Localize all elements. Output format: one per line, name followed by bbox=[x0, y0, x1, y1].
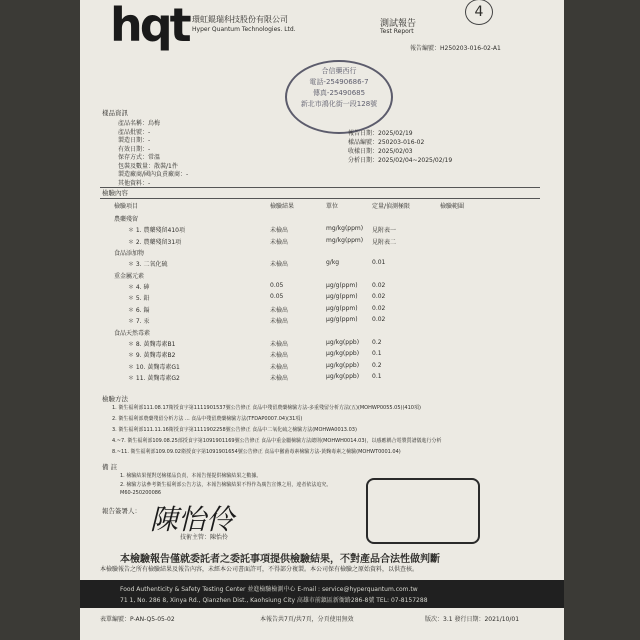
divider bbox=[100, 187, 540, 188]
table-header-cell: 檢驗結果 bbox=[270, 203, 295, 210]
test-result: 0.05 bbox=[270, 281, 284, 289]
test-item-name: ＊ 3. 二氧化硫 bbox=[128, 261, 168, 268]
company-name-zh: 環虹錕瑞科技股份有限公司 bbox=[192, 15, 288, 24]
test-result: 未檢出 bbox=[270, 340, 289, 348]
test-result: 未檢出 bbox=[270, 306, 289, 314]
test-item-name: ＊ 9. 黃麴毒素B2 bbox=[128, 352, 176, 359]
test-result: 未檢出 bbox=[270, 375, 289, 382]
test-unit: μg/g(ppm) bbox=[326, 281, 358, 289]
test-result: 未檢出 bbox=[270, 318, 289, 325]
version-date: 版次：3.1 發行日期：2021/10/01 bbox=[425, 616, 520, 623]
report-number bbox=[410, 43, 501, 52]
page-count: 本報告共7頁/共7頁，分頁使用無效 bbox=[260, 616, 354, 623]
remarks-heading: 備 註 bbox=[102, 463, 118, 471]
signatory-title: 技術主管：陳怡伶 bbox=[180, 534, 229, 541]
table-header-cell: 檢驗項目 bbox=[114, 203, 139, 210]
method-item: 2. 衛生福利部農藥殘留分析方法 ... 食品中殘留農藥檢驗方法(TFDAP0007.04)(31項) bbox=[112, 416, 303, 422]
test-item-name: ＊ 1. 農藥殘留410項 bbox=[128, 227, 185, 234]
test-limit: 0.01 bbox=[372, 259, 386, 266]
methods-heading: 檢驗方法 bbox=[102, 395, 128, 403]
divider bbox=[100, 198, 540, 199]
test-result: 未檢出 bbox=[270, 261, 289, 268]
test-result: 未檢出 bbox=[270, 363, 289, 371]
test-unit: μg/kg(ppb) bbox=[326, 338, 360, 346]
report-title-en: Test Report bbox=[380, 28, 414, 35]
remark-item: 1. 檢驗結果僅對送檢樣品負責，本報告僅提供檢驗結果之數據。 bbox=[120, 473, 262, 479]
stamp-line-3: 傳真-25490685 bbox=[312, 89, 366, 97]
test-limit: 0.1 bbox=[372, 373, 382, 380]
test-unit: mg/kg(ppm) bbox=[326, 225, 364, 232]
sample-date-field: 收樣日期：2025/02/03 bbox=[348, 148, 413, 155]
report-title: 測試報告 bbox=[380, 19, 417, 29]
footer-contact-bar bbox=[80, 580, 564, 608]
stamp-line-1: 合信藥西行 bbox=[321, 67, 357, 75]
test-unit: μg/g(ppm) bbox=[326, 304, 358, 312]
test-limit: 0.02 bbox=[372, 304, 386, 312]
test-group-title: 重金屬元素 bbox=[114, 272, 145, 280]
report-number-value: H250203-016-02-A1 bbox=[440, 45, 501, 52]
test-unit: μg/kg(ppb) bbox=[326, 350, 360, 357]
test-unit: μg/kg(ppb) bbox=[326, 361, 360, 369]
test-result: 未檢出 bbox=[270, 238, 289, 246]
method-item: 3. 衛生福利部111.11.16衛授食字第1111902258號公告修正 食品中二氧化硫之檢驗方法(MOHWA0013.03) bbox=[112, 427, 357, 433]
test-unit: μg/g(ppm) bbox=[326, 293, 358, 300]
sample-field: 其他資料：- bbox=[118, 179, 151, 187]
test-group-title: 農藥殘留 bbox=[114, 216, 139, 223]
table-header-cell: 單位 bbox=[326, 203, 339, 210]
footer-line-2: 71 1, No. 286 8, Xinya Rd., Qianzhen Dist., Kaohsiung City 高雄市前鎮區新衙路286-8號 TEL: 07-8157288 bbox=[120, 597, 428, 604]
test-group-title: 食品添加物 bbox=[114, 250, 145, 257]
tests-heading: 檢驗內容 bbox=[102, 189, 128, 197]
test-limit: 0.02 bbox=[372, 316, 386, 323]
report-page bbox=[80, 0, 564, 640]
sample-field: 包裝及數量：散裝/1件 bbox=[118, 162, 178, 170]
test-limit: 0.2 bbox=[372, 338, 382, 346]
test-unit: g/kg bbox=[326, 259, 340, 266]
sample-field: 產品名稱：烏梅 bbox=[118, 120, 161, 127]
sample-heading: 樣品資訊 bbox=[102, 109, 128, 117]
test-limit: 0.1 bbox=[372, 350, 382, 357]
test-limit: 見附表一 bbox=[372, 227, 397, 234]
test-item-name: ＊ 7. 汞 bbox=[128, 318, 150, 325]
test-item-name: ＊ 5. 鉛 bbox=[128, 295, 150, 302]
test-result: 未檢出 bbox=[270, 227, 289, 234]
method-item: 4.~7. 衛生福利部109.08.25部授食字第1091901169號公告修正 食品中重金屬檢驗方法總則(MOHWH0014.03)，以感應耦合電漿質譜儀進行分析 bbox=[112, 438, 442, 444]
test-item-name: ＊ 2. 農藥殘留31項 bbox=[128, 238, 182, 246]
table-header-cell: 定量/偵測極限 bbox=[372, 203, 411, 210]
sample-field: 保存方式：常溫 bbox=[118, 154, 161, 161]
report-number-label: 報告編號： bbox=[410, 45, 441, 52]
footer-line-1: Food Authenticity & Safety Testing Center 並進檢驗檢測中心 E-mail : service@hyperquantum.com.tw bbox=[120, 586, 418, 593]
notice-title: 本檢驗報告僅就委託者之委託事項提供檢驗結果，不對產品合法性做判斷 bbox=[120, 554, 440, 565]
sample-field: 製造日期：- bbox=[118, 137, 151, 144]
method-item: 8.~11. 衛生福利部109.09.02衛授食字第1091901654號公告修正 食品中黴菌毒素檢驗方法-黃麴毒素之檢驗(MOHWT0001.04) bbox=[112, 449, 401, 455]
test-limit: 見附表二 bbox=[372, 238, 397, 246]
stamp-line-2: 電話-25490686-7 bbox=[309, 78, 369, 86]
sample-date-field: 樣品編號：250203-016-02 bbox=[348, 139, 425, 146]
test-group-title: 食品天然毒素 bbox=[114, 329, 151, 337]
test-result: 未檢出 bbox=[270, 352, 289, 359]
sample-date-field: 報告日期：2025/02/19 bbox=[348, 130, 413, 137]
pharmacy-stamp bbox=[285, 60, 393, 134]
sample-field: 產品批號：- bbox=[118, 128, 151, 136]
test-item-name: ＊ 11. 黃麴毒素G2 bbox=[128, 375, 180, 382]
test-item-name: ＊ 6. 鎘 bbox=[128, 306, 150, 314]
test-limit: 0.2 bbox=[372, 361, 382, 369]
test-unit: μg/kg(ppb) bbox=[326, 373, 360, 380]
notice-text: 本檢驗報告之所有檢驗結果及報告內容，未經本公司書面許可，不得部分複製。本公司保有檢驗之原始資料，以供查核。 bbox=[100, 566, 419, 573]
test-limit: 0.02 bbox=[372, 293, 386, 300]
remark-item: 2. 檢驗方法參考衛生福利部公告方法，本報告檢驗結果不得作為廣告宣傳之用，違者依法追究。 bbox=[120, 482, 332, 488]
test-unit: mg/kg(ppm) bbox=[326, 236, 364, 244]
company-logo: hqt bbox=[110, 0, 189, 52]
test-item-name: ＊ 4. 砷 bbox=[128, 283, 150, 291]
method-item: 1. 衛生福利部111.08.17衛授食字第1111901537號公告修正 食品中殘留農藥檢驗方法-多重殘留分析方法(五)(MOHWP0055.05)(410項) bbox=[112, 405, 421, 411]
remark-item: M60-250200086 bbox=[120, 490, 162, 496]
test-unit: μg/g(ppm) bbox=[326, 316, 358, 323]
test-limit: 0.02 bbox=[372, 281, 386, 289]
signatory-label: 報告簽署人： bbox=[102, 507, 141, 515]
sample-field: 製造廠商/國內負責廠商：- bbox=[118, 171, 189, 178]
sample-date-field: 分析日期：2025/02/04~2025/02/19 bbox=[348, 157, 453, 164]
test-item-name: ＊ 8. 黃麴毒素B1 bbox=[128, 340, 176, 348]
handwritten-signature: 陳怡伶 bbox=[150, 503, 235, 536]
company-name-en: Hyper Quantum Technologies. Ltd. bbox=[192, 26, 296, 33]
page-circle-number: 4 bbox=[465, 0, 493, 25]
sample-field: 有效日期：- bbox=[118, 145, 151, 153]
test-result: 0.05 bbox=[270, 293, 284, 300]
test-item-name: ＊ 10. 黃麴毒素G1 bbox=[128, 363, 180, 371]
form-number: 表單編號：P-AN-Q5-05-02 bbox=[100, 616, 175, 623]
stamp-line-4: 新北市鴻化街一段128號 bbox=[300, 100, 378, 108]
table-header-cell: 檢驗範圍 bbox=[440, 203, 465, 210]
